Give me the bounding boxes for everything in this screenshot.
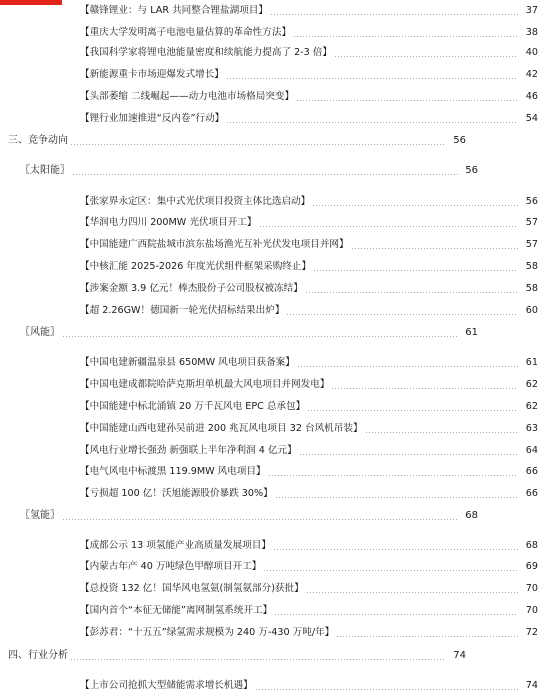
toc-page-number: 38: [525, 27, 538, 38]
toc-page-number: 66: [525, 488, 538, 499]
toc-page-number: 56: [525, 196, 538, 207]
toc-page-number: 54: [525, 113, 538, 124]
dot-leader: [226, 122, 518, 123]
toc-entry-row[interactable]: [0, 67, 544, 83]
toc-entry-title[interactable]: 【锂行业加速推进“反内卷”行动】: [80, 113, 225, 124]
toc-page-number: 42: [525, 69, 538, 80]
toc-entry-row[interactable]: [0, 259, 544, 275]
toc-entry-title[interactable]: 【中国能建山西电建孙吴前进 200 兆瓦风电项目 32 台风机吊装】: [80, 423, 363, 434]
toc-entry-title[interactable]: 四、行业分析: [8, 650, 68, 661]
toc-entry-row[interactable]: [0, 377, 544, 393]
toc-entry-title[interactable]: 【中核汇能 2025-2026 年度光伏组件框架采购终止】: [80, 261, 312, 272]
toc-page-number: 62: [525, 401, 538, 412]
toc-subsection-row[interactable]: [0, 508, 484, 524]
toc-page-number: 74: [453, 650, 466, 661]
toc-page-number: 64: [525, 445, 538, 456]
toc-entry-title[interactable]: 【亏损超 100 亿！沃旭能源股价暴跌 30%】: [80, 488, 273, 499]
toc-entry-row[interactable]: [0, 443, 544, 459]
toc-entry-title[interactable]: 〖风能〗: [20, 327, 60, 338]
toc-entry-row[interactable]: [0, 559, 544, 575]
toc-entry-title[interactable]: 【上市公司抢抓大型储能需求增长机遇】: [80, 680, 253, 691]
dot-leader: [306, 592, 518, 593]
toc-page-number: 40: [525, 47, 538, 58]
toc-entry-row[interactable]: [0, 194, 544, 210]
dot-leader: [259, 226, 519, 227]
dot-leader: [293, 36, 518, 37]
dot-leader: [297, 366, 518, 367]
toc-entry-title[interactable]: 【赣锋锂业：与 LAR 共同整合锂盐湖项目】: [80, 5, 268, 16]
toc-entry-title[interactable]: 【总投资 132 亿！国华风电氢氨(制氢氨部分)获批】: [80, 583, 304, 594]
dot-leader: [299, 454, 518, 455]
toc-entry-title[interactable]: 【电气风电中标渡黑 119.9MW 风电项目】: [80, 466, 266, 477]
toc-entry-row[interactable]: [0, 486, 544, 502]
toc-entry-title[interactable]: 【华润电力四川 200MW 光伏项目开工】: [80, 217, 257, 228]
dot-leader: [305, 292, 518, 293]
dot-leader: [313, 270, 518, 271]
toc-entry-title[interactable]: 【中国电建新疆温泉县 650MW 风电项目获备案】: [80, 357, 295, 368]
dot-leader: [62, 336, 458, 337]
dot-leader: [275, 497, 518, 498]
toc-entry-row[interactable]: [0, 25, 544, 41]
dot-leader: [331, 388, 518, 389]
toc-entry-title[interactable]: 〖太阳能〗: [20, 165, 70, 176]
dot-leader: [263, 570, 518, 571]
dot-leader: [351, 248, 518, 249]
dot-leader: [365, 432, 518, 433]
toc-section-row[interactable]: [0, 648, 472, 664]
toc-entry-row[interactable]: [0, 237, 544, 253]
toc-entry-row[interactable]: [0, 399, 544, 415]
toc-entry-row[interactable]: [0, 303, 544, 319]
toc-page-number: 56: [453, 135, 466, 146]
toc-entry-row[interactable]: [0, 3, 544, 19]
toc-page-number: 68: [525, 540, 538, 551]
toc-entry-title[interactable]: 【涉案金额 3.9 亿元！棒杰股份子公司股权被冻结】: [80, 283, 303, 294]
toc-entry-title[interactable]: 【中国能建中标北涌镇 20 万千瓦风电 EPC 总承包】: [80, 401, 306, 412]
toc-entry-title[interactable]: 【国内首个“本征无储能”离网制氢系统开工】: [80, 605, 273, 616]
toc-page-number: 70: [525, 605, 538, 616]
dot-leader: [307, 410, 518, 411]
toc-entry-row[interactable]: [0, 464, 544, 480]
toc-page-number: 57: [525, 217, 538, 228]
toc-entry-title[interactable]: 【中国能建广西院盐城市滨东盐场渔光互补光伏发电项目并网】: [80, 239, 349, 250]
toc-entry-row[interactable]: [0, 281, 544, 297]
dot-leader: [274, 614, 518, 615]
toc-entry-title[interactable]: 【彭苏君：“十五五”绿氢需求规模为 240 万-430 万吨/年】: [80, 627, 335, 638]
toc-page-number: 58: [525, 261, 538, 272]
toc-entry-title[interactable]: 【风电行业增长强劲 新强联上半年净利润 4 亿元】: [80, 445, 297, 456]
toc-entry-title[interactable]: 【中国电建成都院哈萨克斯坦单机最大风电项目并网发电】: [80, 379, 330, 390]
dot-leader: [70, 144, 446, 145]
toc-entry-title[interactable]: 〖氢能〗: [20, 510, 60, 521]
toc-entry-title[interactable]: 【成都公示 13 项氢能产业高质量发展项目】: [80, 540, 271, 551]
dot-leader: [268, 475, 518, 476]
toc-entry-title[interactable]: 三、竞争动向: [8, 135, 68, 146]
dot-leader: [226, 78, 518, 79]
toc-entry-row[interactable]: [0, 581, 544, 597]
toc-page-number: 72: [525, 627, 538, 638]
dot-leader: [72, 174, 458, 175]
toc-entry-row[interactable]: [0, 355, 544, 371]
dot-leader: [334, 56, 518, 57]
toc-entry-row[interactable]: [0, 421, 544, 437]
toc-entry-title[interactable]: 【超 2.26GW！德国新一轮光伏招标结果出炉】: [80, 305, 285, 316]
toc-page-number: 62: [525, 379, 538, 390]
dot-leader: [62, 519, 458, 520]
toc-page-number: 66: [525, 466, 538, 477]
toc-entry-title[interactable]: 【我国科学家将锂电池能量密度和续航能力提高了 2-3 倍】: [80, 47, 333, 58]
toc-entry-title[interactable]: 【张家界永定区：集中式光伏项目投资主体比选启动】: [80, 196, 311, 207]
toc-page-number: 61: [465, 327, 478, 338]
toc-entry-row[interactable]: [0, 215, 544, 231]
dot-leader: [273, 549, 518, 550]
dot-leader: [255, 689, 518, 690]
toc-entry-row[interactable]: [0, 538, 544, 554]
toc-page-number: 70: [525, 583, 538, 594]
toc-entry-row[interactable]: [0, 89, 544, 105]
toc-page-number: 37: [525, 5, 538, 16]
toc-entry-title[interactable]: 【内蒙古年产 40 万吨绿色甲醇项目开工】: [80, 561, 262, 572]
toc-entry-row[interactable]: [0, 45, 544, 61]
toc-page-number: 61: [525, 357, 538, 368]
toc-entry-row[interactable]: [0, 678, 544, 694]
toc-page-number: 68: [465, 510, 478, 521]
toc-page-number: 46: [525, 91, 538, 102]
toc-section-row[interactable]: [0, 133, 472, 149]
toc-entry-title[interactable]: 【新能源重卡市场迎爆发式增长】: [80, 69, 224, 80]
dot-leader: [270, 14, 518, 15]
toc-page-number: 57: [525, 239, 538, 250]
toc-page-number: 60: [525, 305, 538, 316]
toc-page-number: 74: [525, 680, 538, 691]
toc-entry-title[interactable]: 【头部萎缩 二线崛起——动力电池市场格局突变】: [80, 91, 295, 102]
toc-page-number: 69: [525, 561, 538, 572]
dot-leader: [312, 205, 518, 206]
dot-leader: [296, 100, 518, 101]
toc-subsection-row[interactable]: [0, 163, 484, 179]
toc-page-number: 58: [525, 283, 538, 294]
dot-leader: [286, 314, 518, 315]
toc-page-number: 56: [465, 165, 478, 176]
toc-entry-title[interactable]: 【重庆大学发明离子电池电量估算的革命性方法】: [80, 27, 292, 38]
toc-page-number: 63: [525, 423, 538, 434]
dot-leader: [336, 636, 518, 637]
toc-subsection-row[interactable]: [0, 325, 484, 341]
dot-leader: [70, 659, 446, 660]
toc-entry-row[interactable]: [0, 603, 544, 619]
toc-entry-row[interactable]: [0, 625, 544, 641]
toc-entry-row[interactable]: [0, 111, 544, 127]
